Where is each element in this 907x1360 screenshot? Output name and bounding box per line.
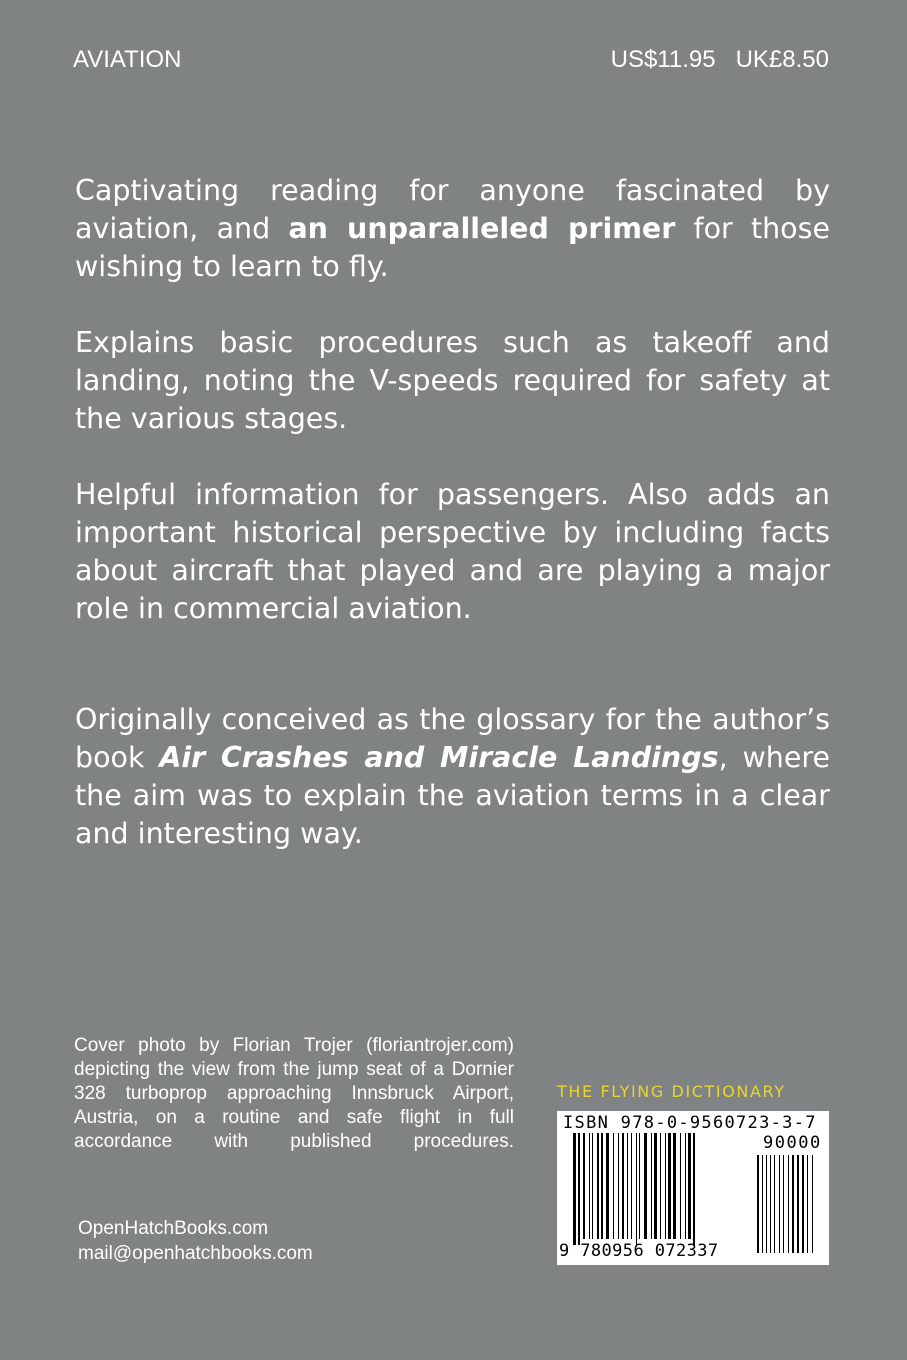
- barcode-addon-bar: [779, 1155, 780, 1253]
- barcode-bar: [601, 1133, 603, 1239]
- publisher-contact: [78, 1216, 313, 1266]
- barcode-bar: [665, 1133, 666, 1239]
- barcode-bar: [631, 1133, 632, 1239]
- barcode-bar: [622, 1133, 624, 1239]
- barcode-addon-bar: [757, 1155, 759, 1253]
- blurb-emphasis: an unparalleled primer: [288, 212, 676, 245]
- publisher-website: OpenHatchBooks.com: [78, 1218, 269, 1239]
- barcode-addon-bar: [788, 1155, 789, 1253]
- blurb-paragraph-4: Originally conceived as the glossary for the author’s book Air Crashes and Miracle Landings, where the aim was to explain the aviation terms in a clear and interesting way.: [75, 703, 831, 850]
- publisher-email: mail@openhatchbooks.com: [78, 1243, 313, 1264]
- barcode-bar: [618, 1133, 619, 1239]
- blurb-paragraph-3: Helpful information for passengers. Also adds an important historical perspective by including facts about aircraft that played and are playing a major role in commercial aviation.: [75, 478, 830, 625]
- barcode-bar: [668, 1133, 671, 1239]
- barcode-bar: [583, 1133, 585, 1239]
- barcode-addon-bar: [774, 1155, 775, 1253]
- barcode-bar: [592, 1133, 593, 1239]
- blurb-paragraph-1: Captivating reading for anyone fascinated by aviation, and an unparalleled primer for those wishing to learn to fly.: [75, 174, 830, 283]
- barcode-bar: [606, 1133, 609, 1239]
- barcode-bar: [639, 1133, 640, 1239]
- barcode-bar: [644, 1133, 647, 1239]
- cover-photo-credit: Cover photo by Florian Trojer (floriantrojer.com) depicting the view from the jump seat of a Dornier 328 turboprop approaching Innsbruck Airport, Austria, on a routine and safe flight in full accordance with published procedures.: [74, 1035, 514, 1152]
- barcode-addon-bar: [802, 1155, 804, 1253]
- barcode-bar: [680, 1133, 681, 1239]
- barcode-bar: [660, 1133, 661, 1239]
- barcode-bar: [651, 1133, 652, 1239]
- barcode-bar: [597, 1133, 599, 1239]
- barcode-bar: [573, 1133, 576, 1245]
- price-uk: UK£8.50: [735, 46, 829, 73]
- barcode-addon-bar: [766, 1155, 767, 1253]
- price-block: [611, 46, 829, 74]
- barcode-digits: 9 780956 072337: [559, 1241, 719, 1261]
- barcode-bar: [627, 1133, 628, 1239]
- blurb-paragraph-2: Explains basic procedures such as takeoff and landing, noting the V-speeds required for safety at the various stages.: [75, 326, 830, 435]
- barcode-addon-bar: [762, 1155, 763, 1253]
- barcode-bar: [685, 1133, 686, 1239]
- isbn-barcode: [557, 1111, 829, 1265]
- barcode-addon-bar: [792, 1155, 794, 1253]
- barcode-addon-bar: [797, 1155, 799, 1253]
- barcode-bar: [654, 1133, 657, 1239]
- barcode-bar: [589, 1133, 590, 1239]
- barcode-bar: [578, 1133, 580, 1245]
- isbn-label: ISBN 978-0-9560723-3-7: [563, 1113, 817, 1133]
- barcode-addon-bar: [812, 1155, 813, 1253]
- barcode-addon-digits: 90000: [763, 1133, 822, 1153]
- barcode-bar: [673, 1133, 676, 1239]
- category-label: AVIATION: [73, 46, 182, 73]
- barcode-bar: [688, 1133, 691, 1239]
- barcode-addon-bar: [783, 1155, 784, 1253]
- price-us: US$11.95: [610, 46, 716, 73]
- barcode-bar: [613, 1133, 614, 1239]
- book-title: Air Crashes and Miracle Landings: [159, 741, 719, 774]
- barcode-bar: [693, 1133, 695, 1245]
- barcode-bar: [636, 1133, 637, 1245]
- barcode-addon-bar: [770, 1155, 771, 1253]
- series-title: THE FLYING DICTIONARY: [557, 1082, 786, 1101]
- barcode-addon-bar: [807, 1155, 808, 1253]
